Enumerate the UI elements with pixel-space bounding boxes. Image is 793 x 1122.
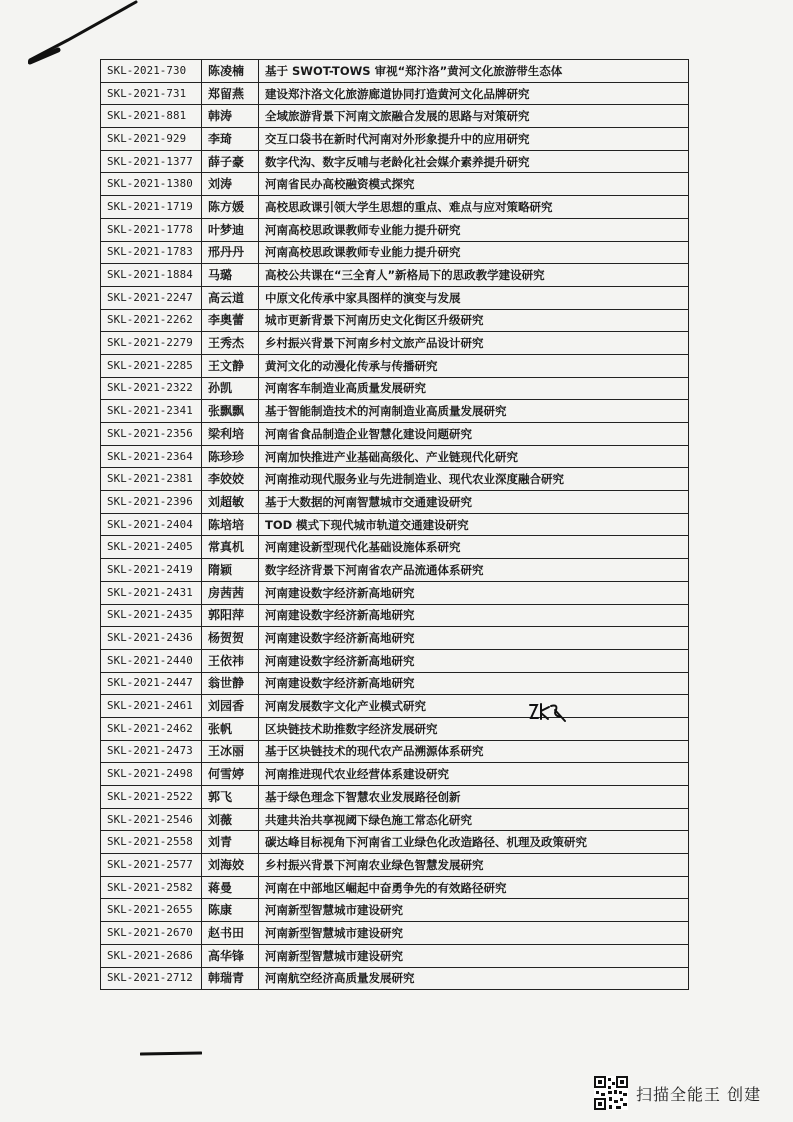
project-id-cell: SKL-2021-2341	[101, 400, 202, 423]
applicant-name-cell: 杨贺贺	[202, 627, 259, 650]
applicant-name-cell: 郭飞	[202, 786, 259, 809]
table-row	[101, 150, 689, 173]
project-title-cell: 河南推进现代农业经营体系建设研究	[259, 763, 689, 786]
applicant-name-cell: 孙凯	[202, 377, 259, 400]
project-id-cell: SKL-2021-2435	[101, 604, 202, 627]
table-row	[101, 82, 689, 105]
project-id-cell: SKL-2021-2419	[101, 559, 202, 582]
project-id-cell: SKL-2021-1719	[101, 196, 202, 219]
scan-bottom-mark	[140, 1050, 202, 1058]
project-id-cell: SKL-2021-2498	[101, 763, 202, 786]
project-id-cell: SKL-2021-2404	[101, 513, 202, 536]
project-id-cell: SKL-2021-2247	[101, 286, 202, 309]
applicant-name-cell: 李琦	[202, 128, 259, 151]
project-title-cell: 河南新型智慧城市建设研究	[259, 944, 689, 967]
applicant-name-cell: 王依祎	[202, 649, 259, 672]
table-row	[101, 491, 689, 514]
project-title-cell: 基于 SWOT-TOWS 审视“郑汴洛”黄河文化旅游带生态体	[259, 60, 689, 83]
table-row	[101, 831, 689, 854]
project-title-cell: 河南新型智慧城市建设研究	[259, 899, 689, 922]
project-title-cell: 河南建设数字经济新高地研究	[259, 649, 689, 672]
table-row	[101, 218, 689, 241]
applicant-name-cell: 韩涛	[202, 105, 259, 128]
table-row	[101, 604, 689, 627]
applicant-name-cell: 陈康	[202, 899, 259, 922]
applicant-name-cell: 刘海姣	[202, 854, 259, 877]
applicant-name-cell: 刘超敏	[202, 491, 259, 514]
project-id-cell: SKL-2021-1377	[101, 150, 202, 173]
project-title-cell: TOD 模式下现代城市轨道交通建设研究	[259, 513, 689, 536]
applicant-name-cell: 郑留燕	[202, 82, 259, 105]
project-title-cell: 基于大数据的河南智慧城市交通建设研究	[259, 491, 689, 514]
table-row	[101, 513, 689, 536]
project-id-cell: SKL-2021-1783	[101, 241, 202, 264]
table-row	[101, 922, 689, 945]
project-id-cell: SKL-2021-2655	[101, 899, 202, 922]
table-row	[101, 173, 689, 196]
project-title-cell: 高校思政课引领大学生思想的重点、难点与应对策略研究	[259, 196, 689, 219]
project-list-table	[100, 59, 689, 990]
table-row	[101, 944, 689, 967]
handwritten-signature	[527, 701, 569, 725]
project-title-cell: 城市更新背景下河南历史文化街区升级研究	[259, 309, 689, 332]
applicant-name-cell: 王文静	[202, 354, 259, 377]
project-title-cell: 河南建设数字经济新高地研究	[259, 581, 689, 604]
project-id-cell: SKL-2021-1778	[101, 218, 202, 241]
project-title-cell: 中原文化传承中家具图样的演变与发展	[259, 286, 689, 309]
applicant-name-cell: 房茜茜	[202, 581, 259, 604]
table-row	[101, 899, 689, 922]
table-row	[101, 309, 689, 332]
project-title-cell: 河南在中部地区崛起中奋勇争先的有效路径研究	[259, 876, 689, 899]
applicant-name-cell: 郭阳萍	[202, 604, 259, 627]
project-id-cell: SKL-2021-2396	[101, 491, 202, 514]
project-id-cell: SKL-2021-2381	[101, 468, 202, 491]
applicant-name-cell: 叶梦迪	[202, 218, 259, 241]
table-row	[101, 400, 689, 423]
table-row	[101, 717, 689, 740]
table-row	[101, 649, 689, 672]
project-id-cell: SKL-2021-2447	[101, 672, 202, 695]
applicant-name-cell: 李姣姣	[202, 468, 259, 491]
applicant-name-cell: 高华锋	[202, 944, 259, 967]
project-id-cell: SKL-2021-2356	[101, 423, 202, 446]
project-title-cell: 河南省民办高校融资模式探究	[259, 173, 689, 196]
applicant-name-cell: 王秀杰	[202, 332, 259, 355]
project-title-cell: 河南建设数字经济新高地研究	[259, 604, 689, 627]
project-id-cell: SKL-2021-2686	[101, 944, 202, 967]
project-title-cell: 高校公共课在“三全育人”新格局下的思政教学建设研究	[259, 264, 689, 287]
project-title-cell: 河南省食品制造企业智慧化建设问题研究	[259, 423, 689, 446]
applicant-name-cell: 李奥蕾	[202, 309, 259, 332]
table-row	[101, 876, 689, 899]
project-title-cell: 河南高校思政课教师专业能力提升研究	[259, 218, 689, 241]
table-row	[101, 60, 689, 83]
project-title-cell: 基于绿色理念下智慧农业发展路径创新	[259, 786, 689, 809]
table-row	[101, 559, 689, 582]
scanner-brand-text: 扫描全能王 创建	[636, 1084, 762, 1104]
project-id-cell: SKL-2021-2461	[101, 695, 202, 718]
table-row	[101, 264, 689, 287]
project-id-cell: SKL-2021-731	[101, 82, 202, 105]
applicant-name-cell: 何雪婷	[202, 763, 259, 786]
project-id-cell: SKL-2021-1380	[101, 173, 202, 196]
applicant-name-cell: 赵书田	[202, 922, 259, 945]
applicant-name-cell: 邢丹丹	[202, 241, 259, 264]
table-row	[101, 468, 689, 491]
table-body	[101, 60, 689, 990]
table-row	[101, 763, 689, 786]
project-title-cell: 乡村振兴背景下河南农业绿色智慧发展研究	[259, 854, 689, 877]
table-row	[101, 377, 689, 400]
project-title-cell: 数字代沟、数字反哺与老龄化社会媒介素养提升研究	[259, 150, 689, 173]
project-title-cell: 共建共治共享视阈下绿色施工常态化研究	[259, 808, 689, 831]
project-id-cell: SKL-2021-2279	[101, 332, 202, 355]
project-title-cell: 碳达峰目标视角下河南省工业绿色化改造路径、机理及政策研究	[259, 831, 689, 854]
applicant-name-cell: 蒋曼	[202, 876, 259, 899]
applicant-name-cell: 韩瑞青	[202, 967, 259, 990]
applicant-name-cell: 刘薇	[202, 808, 259, 831]
project-id-cell: SKL-2021-2558	[101, 831, 202, 854]
project-id-cell: SKL-2021-1884	[101, 264, 202, 287]
project-title-cell: 建设郑汴洛文化旅游廊道协同打造黄河文化品牌研究	[259, 82, 689, 105]
table-row	[101, 786, 689, 809]
project-id-cell: SKL-2021-929	[101, 128, 202, 151]
project-id-cell: SKL-2021-2405	[101, 536, 202, 559]
table-row	[101, 332, 689, 355]
project-title-cell: 河南航空经济高质量发展研究	[259, 967, 689, 990]
table-row	[101, 423, 689, 446]
qr-code-icon	[594, 1076, 628, 1110]
applicant-name-cell: 翁世静	[202, 672, 259, 695]
project-id-cell: SKL-2021-2670	[101, 922, 202, 945]
project-id-cell: SKL-2021-2262	[101, 309, 202, 332]
project-id-cell: SKL-2021-2285	[101, 354, 202, 377]
applicant-name-cell: 陈凌楠	[202, 60, 259, 83]
table-row	[101, 740, 689, 763]
applicant-name-cell: 刘涛	[202, 173, 259, 196]
project-id-cell: SKL-2021-2712	[101, 967, 202, 990]
table-row	[101, 808, 689, 831]
applicant-name-cell: 常真机	[202, 536, 259, 559]
project-id-cell: SKL-2021-2582	[101, 876, 202, 899]
table-row	[101, 196, 689, 219]
applicant-name-cell: 马璐	[202, 264, 259, 287]
project-title-cell: 河南建设数字经济新高地研究	[259, 672, 689, 695]
table-row	[101, 128, 689, 151]
project-title-cell: 全域旅游背景下河南文旅融合发展的思路与对策研究	[259, 105, 689, 128]
table-row	[101, 967, 689, 990]
project-id-cell: SKL-2021-2440	[101, 649, 202, 672]
project-title-cell: 交互口袋书在新时代河南对外形象提升中的应用研究	[259, 128, 689, 151]
project-title-cell: 河南新型智慧城市建设研究	[259, 922, 689, 945]
applicant-name-cell: 刘园香	[202, 695, 259, 718]
project-id-cell: SKL-2021-2431	[101, 581, 202, 604]
applicant-name-cell: 陈培培	[202, 513, 259, 536]
project-id-cell: SKL-2021-2522	[101, 786, 202, 809]
applicant-name-cell: 薛子豪	[202, 150, 259, 173]
scanner-watermark	[594, 1076, 761, 1110]
table-row	[101, 445, 689, 468]
project-title-cell: 黄河文化的动漫化传承与传播研究	[259, 354, 689, 377]
project-title-cell: 河南建设数字经济新高地研究	[259, 627, 689, 650]
project-id-cell: SKL-2021-2546	[101, 808, 202, 831]
project-title-cell: 河南发展数字文化产业模式研究	[259, 695, 689, 718]
table-row	[101, 854, 689, 877]
project-title-cell: 河南推动现代服务业与先进制造业、现代农业深度融合研究	[259, 468, 689, 491]
project-id-cell: SKL-2021-2577	[101, 854, 202, 877]
project-id-cell: SKL-2021-2364	[101, 445, 202, 468]
applicant-name-cell: 梁利培	[202, 423, 259, 446]
project-title-cell: 河南加快推进产业基础高级化、产业链现代化研究	[259, 445, 689, 468]
table-row	[101, 581, 689, 604]
applicant-name-cell: 张帆	[202, 717, 259, 740]
table-row	[101, 536, 689, 559]
table-row	[101, 695, 689, 718]
project-title-cell: 基于区块链技术的现代农产品溯源体系研究	[259, 740, 689, 763]
applicant-name-cell: 陈珍珍	[202, 445, 259, 468]
table-row	[101, 241, 689, 264]
project-id-cell: SKL-2021-881	[101, 105, 202, 128]
applicant-name-cell: 王冰丽	[202, 740, 259, 763]
applicant-name-cell: 隋颖	[202, 559, 259, 582]
table-row	[101, 672, 689, 695]
project-title-cell: 数字经济背景下河南省农产品流通体系研究	[259, 559, 689, 582]
project-id-cell: SKL-2021-2436	[101, 627, 202, 650]
applicant-name-cell: 张飘飘	[202, 400, 259, 423]
table-row	[101, 354, 689, 377]
project-title-cell: 河南客车制造业高质量发展研究	[259, 377, 689, 400]
project-title-cell: 乡村振兴背景下河南乡村文旅产品设计研究	[259, 332, 689, 355]
table-row	[101, 627, 689, 650]
applicant-name-cell: 高云道	[202, 286, 259, 309]
table-row	[101, 105, 689, 128]
project-id-cell: SKL-2021-2462	[101, 717, 202, 740]
project-title-cell: 基于智能制造技术的河南制造业高质量发展研究	[259, 400, 689, 423]
applicant-name-cell: 陈方媛	[202, 196, 259, 219]
project-id-cell: SKL-2021-2473	[101, 740, 202, 763]
project-title-cell: 河南建设新型现代化基础设施体系研究	[259, 536, 689, 559]
project-id-cell: SKL-2021-730	[101, 60, 202, 83]
applicant-name-cell: 刘青	[202, 831, 259, 854]
table-row	[101, 286, 689, 309]
project-id-cell: SKL-2021-2322	[101, 377, 202, 400]
project-title-cell: 区块链技术助推数字经济发展研究	[259, 717, 689, 740]
project-title-cell: 河南高校思政课教师专业能力提升研究	[259, 241, 689, 264]
